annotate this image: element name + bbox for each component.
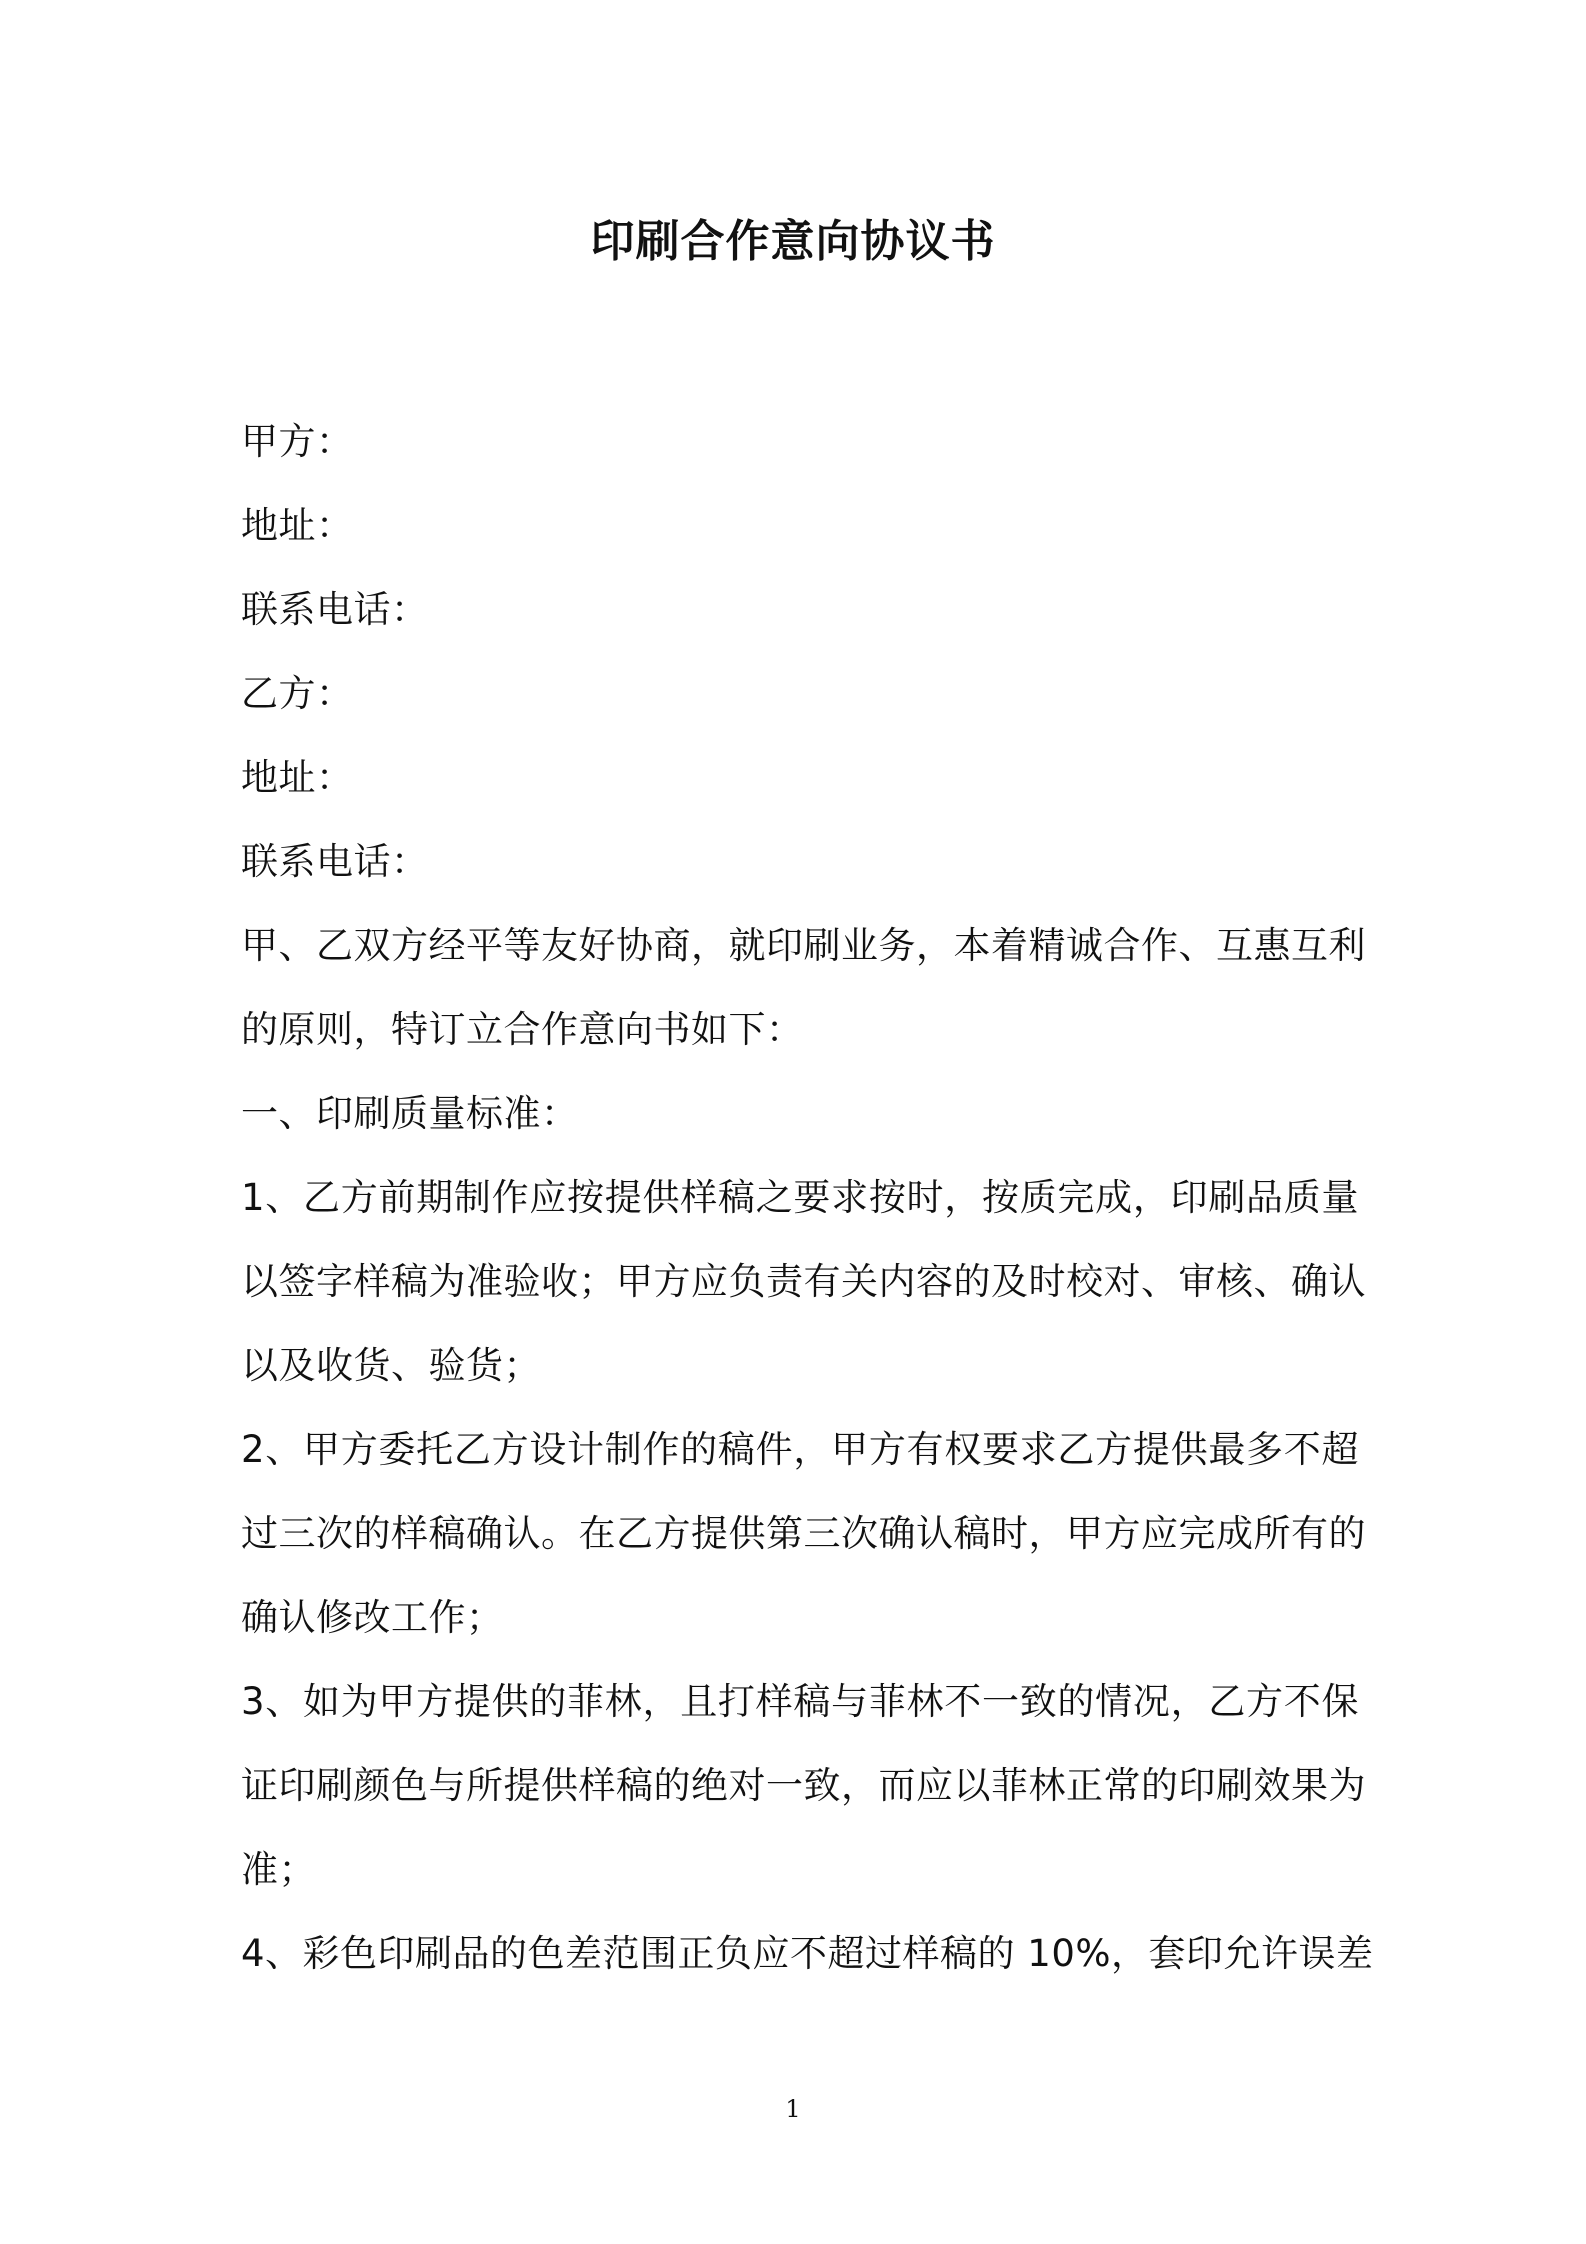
- clause-line: 过三次的样稿确认。在乙方提供第三次确认稿时，甲方应完成所有的: [241, 1512, 1366, 1555]
- clause-line: 证印刷颜色与所提供样稿的绝对一致，而应以菲林正常的印刷效果为: [241, 1764, 1366, 1807]
- page-number: 1: [785, 2095, 801, 2123]
- clause-line: 以及收货、验货；: [241, 1344, 541, 1387]
- preamble-line: 甲、乙双方经平等友好协商，就印刷业务，本着精诚合作、互惠互利: [241, 924, 1366, 967]
- party-b-label: 乙方：: [241, 672, 354, 715]
- party-b-phone-label: 联系电话：: [241, 840, 429, 883]
- clause-line: 1、乙方前期制作应按提供样稿之要求按时，按质完成，印刷品质量: [241, 1176, 1359, 1219]
- clause-line: 3、如为甲方提供的菲林，且打样稿与菲林不一致的情况，乙方不保: [241, 1680, 1359, 1723]
- clause-line: 以签字样稿为准验收；甲方应负责有关内容的及时校对、审核、确认: [241, 1260, 1366, 1303]
- clause-line: 确认修改工作；: [241, 1596, 504, 1639]
- section-heading: 一、印刷质量标准：: [241, 1092, 579, 1135]
- party-b-address-label: 地址：: [241, 756, 354, 799]
- party-a-phone-label: 联系电话：: [241, 588, 429, 631]
- clause-line: 2、甲方委托乙方设计制作的稿件，甲方有权要求乙方提供最多不超: [241, 1428, 1359, 1471]
- clause-line: 准；: [241, 1848, 316, 1891]
- party-a-address-label: 地址：: [241, 504, 354, 547]
- document-body: [241, 400, 1374, 1996]
- party-a-label: 甲方：: [241, 420, 354, 463]
- preamble-line: 的原则，特订立合作意向书如下：: [241, 1008, 804, 1051]
- document-title: 印刷合作意向协议书: [590, 216, 996, 267]
- clause-line: 4、彩色印刷品的色差范围正负应不超过样稿的 10%，套印允许误差: [241, 1932, 1374, 1975]
